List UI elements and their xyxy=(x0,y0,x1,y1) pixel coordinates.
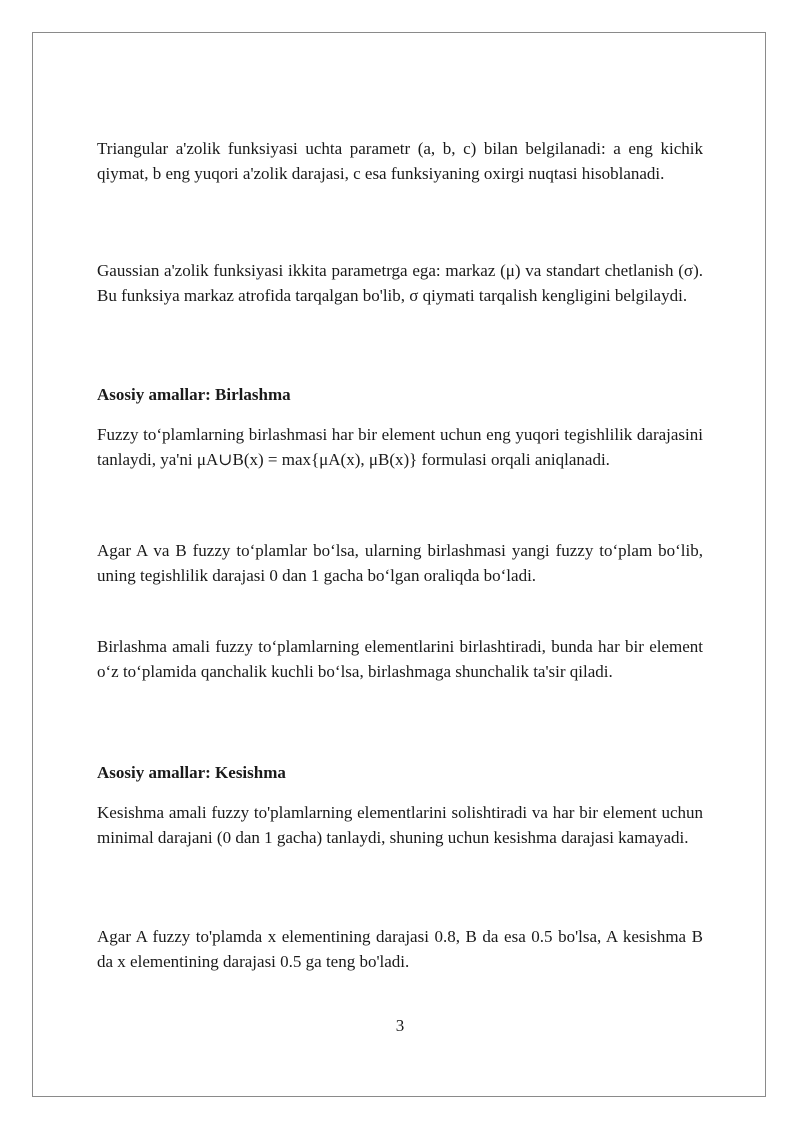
paragraph-union-effect: Birlashma amali fuzzy to‘plamlarning elementlarini birlashtiradi, bunda har bir element o‘z to‘plamida qanchalik kuchli bo‘lsa, birlashmaga shunchalik ta'sir qiladi. xyxy=(97,637,703,681)
page-number: 3 xyxy=(395,1016,405,1035)
paragraph-union-example: Agar A va B fuzzy to‘plamlar bo‘lsa, ularning birlashmasi yangi fuzzy to‘plam bo‘lib, uning tegishlilik darajasi 0 dan 1 gacha bo‘lgan oraliqda bo‘ladi. xyxy=(97,541,703,585)
paragraph-intersection-definition: Kesishma amali fuzzy to'plamlarning elementlarini solishtiradi va har bir element uchun minimal darajani (0 dan 1 gacha) tanlaydi, shuning uchun kesishma darajasi kamayadi. xyxy=(97,803,703,847)
paragraph-intersection-example: Agar A fuzzy to'plamda x elementining darajasi 0.8, B da esa 0.5 bo'lsa, A kesishma B da x elementining darajasi 0.5 ga teng bo'ladi. xyxy=(97,927,703,971)
heading-union: Asosiy amallar: Birlashma xyxy=(97,385,291,404)
paragraph-triangular-membership: Triangular a'zolik funksiyasi uchta parametr (a, b, c) bilan belgilanadi: a eng kichik qiymat, b eng yuqori a'zolik darajasi, c esa funksiyaning oxirgi nuqtasi hisoblanadi. xyxy=(97,139,703,183)
paragraph-union-definition: Fuzzy to‘plamlarning birlashmasi har bir element uchun eng yuqori tegishlilik darajasini tanlaydi, ya'ni μA∪B(x) = max{μA(x), μB(x)} formulasi orqali aniqlanadi. xyxy=(97,425,703,469)
heading-intersection: Asosiy amallar: Kesishma xyxy=(97,763,286,782)
paragraph-gaussian-membership: Gaussian a'zolik funksiyasi ikkita parametrga ega: markaz (μ) va standart chetlanish (σ). Bu funksiya markaz atrofida tarqalgan bo'lib, σ qiymati tarqalish kengligini belgilaydi. xyxy=(97,261,703,305)
